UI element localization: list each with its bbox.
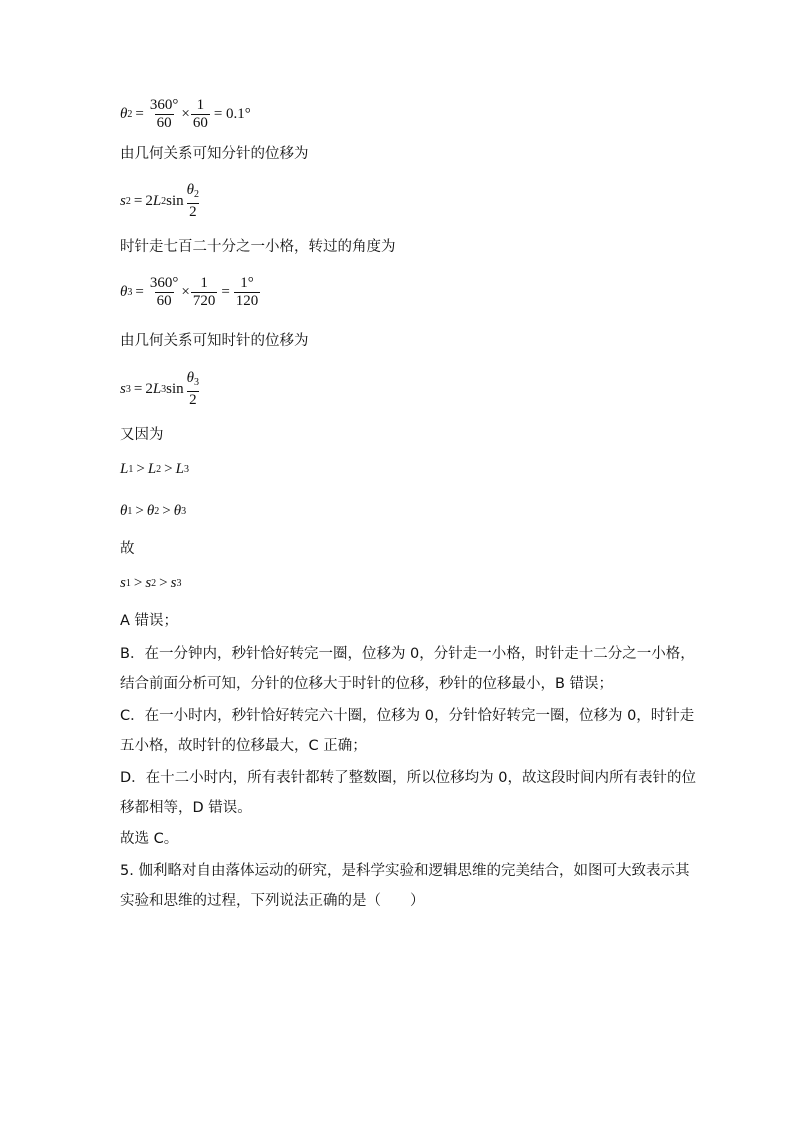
formula-s-inequality: s 1 > s 2 > s 3 xyxy=(120,575,182,591)
times-sign: × xyxy=(181,106,190,122)
fraction xyxy=(191,97,210,132)
formula-var: θ xyxy=(120,106,128,122)
denominator: 60 xyxy=(192,115,208,131)
equals-sign: = xyxy=(133,193,143,209)
question-5-line-2: 实验和思维的过程，下列说法正确的是（ ） xyxy=(120,893,425,909)
coefficient: 2 xyxy=(145,381,153,397)
option-c-line-2: 五小格，故时针的位移最大，C 正确； xyxy=(120,738,367,754)
formula-sub: 3 xyxy=(125,384,131,395)
numerator: $\theta_3$ xyxy=(186,370,200,388)
formula-sub: 3 xyxy=(127,287,133,298)
fraction xyxy=(148,275,181,310)
formula-var: s xyxy=(120,381,126,397)
formula-result: = 0.1° xyxy=(213,106,251,122)
length-sub: 3 xyxy=(161,384,167,395)
sin-fn: sin xyxy=(166,381,184,397)
fraction xyxy=(234,275,261,310)
text-line-4: 又因为 xyxy=(120,427,164,443)
fraction xyxy=(185,182,201,221)
length-sub: 2 xyxy=(161,196,167,207)
equals-sign: = xyxy=(135,284,144,300)
numerator: $\theta_2$ xyxy=(186,182,200,200)
formula-theta-inequality: θ 1 > θ 2 > θ 3 xyxy=(120,503,187,519)
coefficient: 2 xyxy=(145,193,153,209)
denominator: 2 xyxy=(189,204,197,220)
equals-sign: = xyxy=(221,284,230,300)
formula-theta3 xyxy=(120,275,261,310)
formula-L-inequality: L 1 > L 2 > L 3 xyxy=(120,461,189,477)
formula-var: θ xyxy=(120,284,128,300)
text-line-3: 由几何关系可知时针的位移为 xyxy=(120,333,309,349)
numerator: 1° xyxy=(240,275,254,291)
formula-sub: 2 xyxy=(127,109,133,120)
times-sign: × xyxy=(181,284,190,300)
formula-sub: 2 xyxy=(125,196,131,207)
sin-fn: sin xyxy=(166,193,184,209)
length-var: L xyxy=(152,381,162,397)
length-var: L xyxy=(152,193,162,209)
option-d-line-2: 移都相等，D 错误。 xyxy=(120,800,252,816)
denominator: 120 xyxy=(235,293,259,309)
numerator: 1 xyxy=(200,275,208,291)
option-c-line-1: C．在一小时内，秒针恰好转完六十圈，位移为 0，分针恰好转完一圈，位移为 0，时针走 xyxy=(120,708,695,724)
denominator: 720 xyxy=(192,293,216,309)
formula-s2 xyxy=(120,182,202,221)
numerator: 360° xyxy=(149,97,179,113)
fraction xyxy=(185,370,201,409)
fraction xyxy=(148,97,181,132)
text-line-2: 时针走七百二十分之一小格，转过的角度为 xyxy=(120,239,396,255)
formula-var: s xyxy=(120,193,126,209)
formula-theta2 xyxy=(120,97,254,132)
option-a-conclusion: A 错误； xyxy=(120,613,179,629)
numerator: 360° xyxy=(149,275,179,291)
text-line-5: 故 xyxy=(120,541,135,557)
numerator: 1 xyxy=(196,97,205,113)
text-line-1: 由几何关系可知分针的位移为 xyxy=(120,146,309,162)
answer-line: 故选 C。 xyxy=(120,831,179,847)
option-d-line-1: D．在十二小时内，所有表针都转了整数圈，所以位移均为 0，故这段时间内所有表针的位 xyxy=(120,770,696,786)
question-5-line-1: 5. 伽利略对自由落体运动的研究，是科学实验和逻辑思维的完美结合，如图可大致表示其 xyxy=(120,863,690,879)
denominator: 2 xyxy=(189,392,197,408)
denominator: 60 xyxy=(156,115,172,131)
fraction xyxy=(191,275,218,310)
formula-s3 xyxy=(120,370,202,409)
equals-sign: = xyxy=(133,381,143,397)
equals-sign: = xyxy=(135,106,144,122)
option-b-line-2: 结合前面分析可知，分针的位移大于时针的位移，秒针的位移最小，B 错误； xyxy=(120,676,614,692)
option-b-line-1: B．在一分钟内，秒针恰好转完一圈，位移为 0，分针走一小格，时针走十二分之一小格， xyxy=(120,646,695,662)
denominator: 60 xyxy=(156,293,172,309)
